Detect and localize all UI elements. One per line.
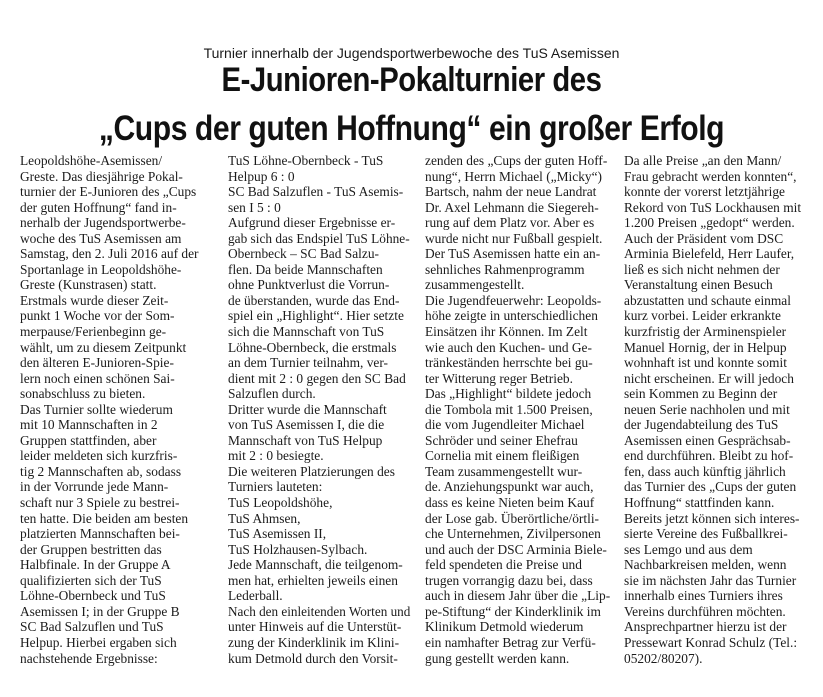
text-line: konnte der vorerst letztjährige xyxy=(624,184,785,200)
text-line: Aufgrund dieser Ergebnisse er- xyxy=(228,215,396,231)
text-line: Cornelia mit einem fleißigen xyxy=(425,448,580,464)
text-line: ses Lemgo und aus dem xyxy=(624,541,753,557)
text-line: ohne Punktverlust die Vorrun- xyxy=(228,277,390,293)
text-line: zung der Kinderklinik im Klini- xyxy=(228,634,400,650)
text-line: Bereits jetzt können sich interes- xyxy=(624,510,800,526)
text-line: Da alle Preise „an den Mann/ xyxy=(624,153,782,168)
text-line: nung“, Herrn Michael („Micky“) xyxy=(425,168,602,184)
text-line: abzustatten und schaute einmal xyxy=(624,292,791,308)
text-line: die vom Jugendleiter Michael xyxy=(425,417,585,433)
text-line: kum Detmold durch den Vorsit- xyxy=(228,650,398,666)
text-line: schaft nur 3 Spiele zu bestrei- xyxy=(20,495,180,511)
text-line: der Gruppen bestritten das xyxy=(20,541,162,557)
text-line: Asemissen einen Gesprächsab- xyxy=(624,432,791,448)
text-line: Das Turnier sollte wiederum xyxy=(20,401,173,417)
text-line: innerhalb eines Turniers ihres xyxy=(624,588,783,604)
text-line: und auch der DSC Arminia Biele- xyxy=(425,541,607,557)
text-line: nachstehende Ergebnisse: xyxy=(20,650,158,666)
text-line: Bartsch, nahm der neue Landrat xyxy=(425,184,597,200)
headline-line-1: E-Junioren-Pokalturnier des xyxy=(221,61,602,99)
text-line: qualifizierten sich der TuS xyxy=(20,572,162,588)
text-line: SC Bad Salzuflen und TuS xyxy=(20,619,164,635)
text-line: Auch der Präsident vom DSC xyxy=(624,230,784,246)
text-line: Die weiteren Platzierungen des xyxy=(228,463,395,479)
text-line: sie im nächsten Jahr das Turnier xyxy=(624,572,797,588)
text-line: SC Bad Salzuflen - TuS Asemis- xyxy=(228,184,404,200)
text-line: Manuel Hornig, der in Helpup xyxy=(624,339,787,355)
text-line: TuS Holzhausen-Sylbach. xyxy=(228,541,368,557)
text-line: ließ es sich nicht nehmen der xyxy=(624,261,780,277)
text-line: zenden des „Cups der guten Hoff- xyxy=(425,153,608,168)
text-line: flen. Da beide Mannschaften xyxy=(228,261,383,277)
text-line: an dem Turnier teilnahm, ver- xyxy=(228,355,389,371)
text-line: platzierten Mannschaften bei- xyxy=(20,526,180,542)
text-line: der Lose gab. Überörtliche/örtli- xyxy=(425,510,600,526)
text-line: den älteren E-Junioren-Spie- xyxy=(20,355,174,371)
text-line: lern noch einen schönen Sai- xyxy=(20,370,175,386)
text-line: der Jugendabteilung des TuS xyxy=(624,417,779,433)
text-line: de. Anziehungspunkt war auch, xyxy=(425,479,594,495)
text-line: Einsätzen ihr Können. Im Zelt xyxy=(425,324,588,340)
text-line: gung gestellt werden kann. xyxy=(425,650,570,666)
text-line: Lederball. xyxy=(228,588,283,604)
text-line: Das „Highlight“ bildete jedoch xyxy=(425,386,592,402)
text-line: ein namhafter Betrag zur Verfü- xyxy=(425,634,596,650)
headline-line-2: „Cups der guten Hoffnung“ ein großer Erfolg xyxy=(98,109,725,148)
text-line: Leopoldshöhe-Asemissen/ xyxy=(20,153,163,168)
text-line: Team zusammengestellt wur- xyxy=(425,463,583,479)
text-line: turnier der E-Junioren des „Cups xyxy=(20,184,197,200)
text-line: nicht erscheinen. Er will jedoch xyxy=(624,370,794,386)
text-line: kurz vorbei. Leider erkrankte xyxy=(624,308,781,324)
text-line: Klinikum Detmold wiederum xyxy=(425,619,584,635)
text-line: feld spendeten die Preise und xyxy=(425,557,582,573)
text-line: höhe zeigte in unterschiedlichen xyxy=(425,308,598,324)
text-line: spiel ein „Highlight“. Hier setzte xyxy=(228,308,404,324)
text-line: de überstanden, wurde das End- xyxy=(228,292,400,308)
text-line: men hat, erhielten jeweils einen xyxy=(228,572,398,588)
text-line: Pressewart Konrad Schulz (Tel.: xyxy=(624,634,798,650)
text-line: 1.200 Preisen „gedopt“ werden. xyxy=(624,215,795,231)
text-line: das Turnier des „Cups der guten xyxy=(624,479,797,495)
text-line: auch in diesem Jahr über die „Lip- xyxy=(425,588,611,604)
text-line: Hoffnung“ stattfinden kann. xyxy=(624,495,775,511)
text-line: Jede Mannschaft, die teilgenom- xyxy=(228,557,403,573)
text-line: der guten Hoffnung“ fand in- xyxy=(20,199,177,215)
text-line: tig 2 Mannschaften ab, sodass xyxy=(20,463,182,479)
text-line: TuS Leopoldshöhe, xyxy=(228,495,333,511)
text-line: Greste (Kunstrasen) statt. xyxy=(20,277,157,293)
article-kicker: Turnier innerhalb der Jugendsportwerbewoche des TuS Asemissen xyxy=(203,45,620,61)
text-line: Erstmals wurde dieser Zeit- xyxy=(20,292,169,308)
text-line: Gruppen stattfinden, aber xyxy=(20,432,157,448)
text-line: sein Kommen zu Beginn der xyxy=(624,386,778,402)
text-line: fen, dass auch künftig jährlich xyxy=(624,463,786,479)
text-line: Halbfinale. In der Gruppe A xyxy=(20,557,171,573)
text-line: sen I 5 : 0 xyxy=(228,199,281,215)
text-line: Arminia Bielefeld, Herr Laufer, xyxy=(624,246,795,262)
text-line: Rekord von TuS Lockhausen mit xyxy=(624,199,802,215)
text-line: gab sich das Endspiel TuS Löhne- xyxy=(228,230,410,246)
text-line: von TuS Asemissen I, die die xyxy=(228,417,385,433)
text-line: Helpup 6 : 0 xyxy=(228,168,295,184)
text-line: 05202/80207). xyxy=(624,650,703,666)
text-line: rung auf dem Platz vor. Aber es xyxy=(425,215,595,231)
text-line: in der Vorrunde jede Mann- xyxy=(20,479,169,495)
text-line: ten hatte. Die beiden am besten xyxy=(20,510,189,526)
text-column-2 xyxy=(228,153,410,666)
text-line: sierte Vereine des Fußballkrei- xyxy=(624,526,788,542)
text-line: Dr. Axel Lehmann die Siegereh- xyxy=(425,199,599,215)
text-line: TuS Ahmsen, xyxy=(228,510,301,526)
text-line: leider meldeten sich kurzfris- xyxy=(20,448,178,464)
text-line: Obernbeck – SC Bad Salzu- xyxy=(228,246,379,262)
text-line: end durchführen. Bleibt zu hof- xyxy=(624,448,794,464)
text-line: kurzfristig der Arminenspieler xyxy=(624,324,787,340)
text-line: sehnliches Rahmenprogramm xyxy=(425,261,585,277)
text-line: Veranstaltung einen Besuch xyxy=(624,277,773,293)
text-line: die Tombola mit 1.500 Preisen, xyxy=(425,401,593,417)
text-line: woche des TuS Asemissen am xyxy=(20,230,182,246)
text-line: trugen vorrangig dazu bei, dass xyxy=(425,572,593,588)
text-line: dient mit 2 : 0 gegen den SC Bad xyxy=(228,370,406,386)
text-line: mit 10 Mannschaften in 2 xyxy=(20,417,158,433)
text-line: Löhne-Obernbeck, die erstmals xyxy=(228,339,397,355)
text-line: Ansprechpartner hierzu ist der xyxy=(624,619,787,635)
text-line: Vereins durchführen möchten. xyxy=(624,603,786,619)
text-column-3 xyxy=(425,153,613,666)
text-line: Greste. Das diesjährige Pokal- xyxy=(20,168,183,184)
text-line: Der TuS Asemissen hatte ein an- xyxy=(425,246,601,262)
text-line: sich die Mannschaft von TuS xyxy=(228,324,385,340)
text-line: wählt, um zu diesem Zeitpunkt xyxy=(20,339,187,355)
text-line: wie auch den Kuchen- und Ge- xyxy=(425,339,592,355)
text-line: Samstag, den 2. Juli 2016 auf der xyxy=(20,246,199,262)
text-column-1 xyxy=(20,153,215,666)
text-line: Nach den einleitenden Worten und xyxy=(228,603,411,619)
text-line: nerhalb der Jugendsportwerbe- xyxy=(20,215,186,231)
text-line: punkt 1 Woche vor der Som- xyxy=(20,308,175,324)
text-line: pe-Stiftung“ der Kinderklinik im xyxy=(425,603,601,619)
text-line: TuS Asemissen II, xyxy=(228,526,327,542)
text-line: zusammengestellt. xyxy=(425,277,525,293)
text-line: Dritter wurde die Mannschaft xyxy=(228,401,387,417)
text-line: wohnhaft ist und konnte somit xyxy=(624,355,787,371)
text-line: mit 2 : 0 besiegte. xyxy=(228,448,324,464)
text-line: Sportanlage in Leopoldshöhe- xyxy=(20,261,182,277)
text-line: ter Witterung reger Betrieb. xyxy=(425,370,573,386)
text-line: sonabschluss zu bieten. xyxy=(20,386,146,402)
text-line: merpause/Ferienbeginn ge- xyxy=(20,324,167,340)
text-column-4 xyxy=(624,153,809,666)
text-line: unter Hinweis auf die Unterstüt- xyxy=(228,619,402,635)
text-line: Turniers lauteten: xyxy=(228,479,323,495)
text-line: Nachbarkreisen melden, wenn xyxy=(624,557,787,573)
text-line: Asemissen I; in der Gruppe B xyxy=(20,603,180,619)
text-line: Die Jugendfeuerwehr: Leopolds- xyxy=(425,292,602,308)
text-line: tränkeständen herrschte bei gu- xyxy=(425,355,593,371)
text-line: Mannschaft von TuS Helpup xyxy=(228,432,383,448)
text-line: TuS Löhne-Obernbeck - TuS xyxy=(228,153,384,168)
text-line: Frau gebracht werden konnten“, xyxy=(624,168,797,184)
text-line: Salzuflen durch. xyxy=(228,386,316,402)
text-line: neuen Serie nachholen und mit xyxy=(624,401,790,417)
text-line: wurde nicht nur Fußball gespielt. xyxy=(425,230,603,246)
text-line: Schröder und seiner Ehefrau xyxy=(425,432,578,448)
text-line: dass es keine Nieten beim Kauf xyxy=(425,495,595,511)
text-line: Löhne-Obernbeck und TuS xyxy=(20,588,166,604)
text-line: che Unternehmen, Zivilpersonen xyxy=(425,526,601,542)
text-line: Helpup. Hierbei ergaben sich xyxy=(20,634,177,650)
